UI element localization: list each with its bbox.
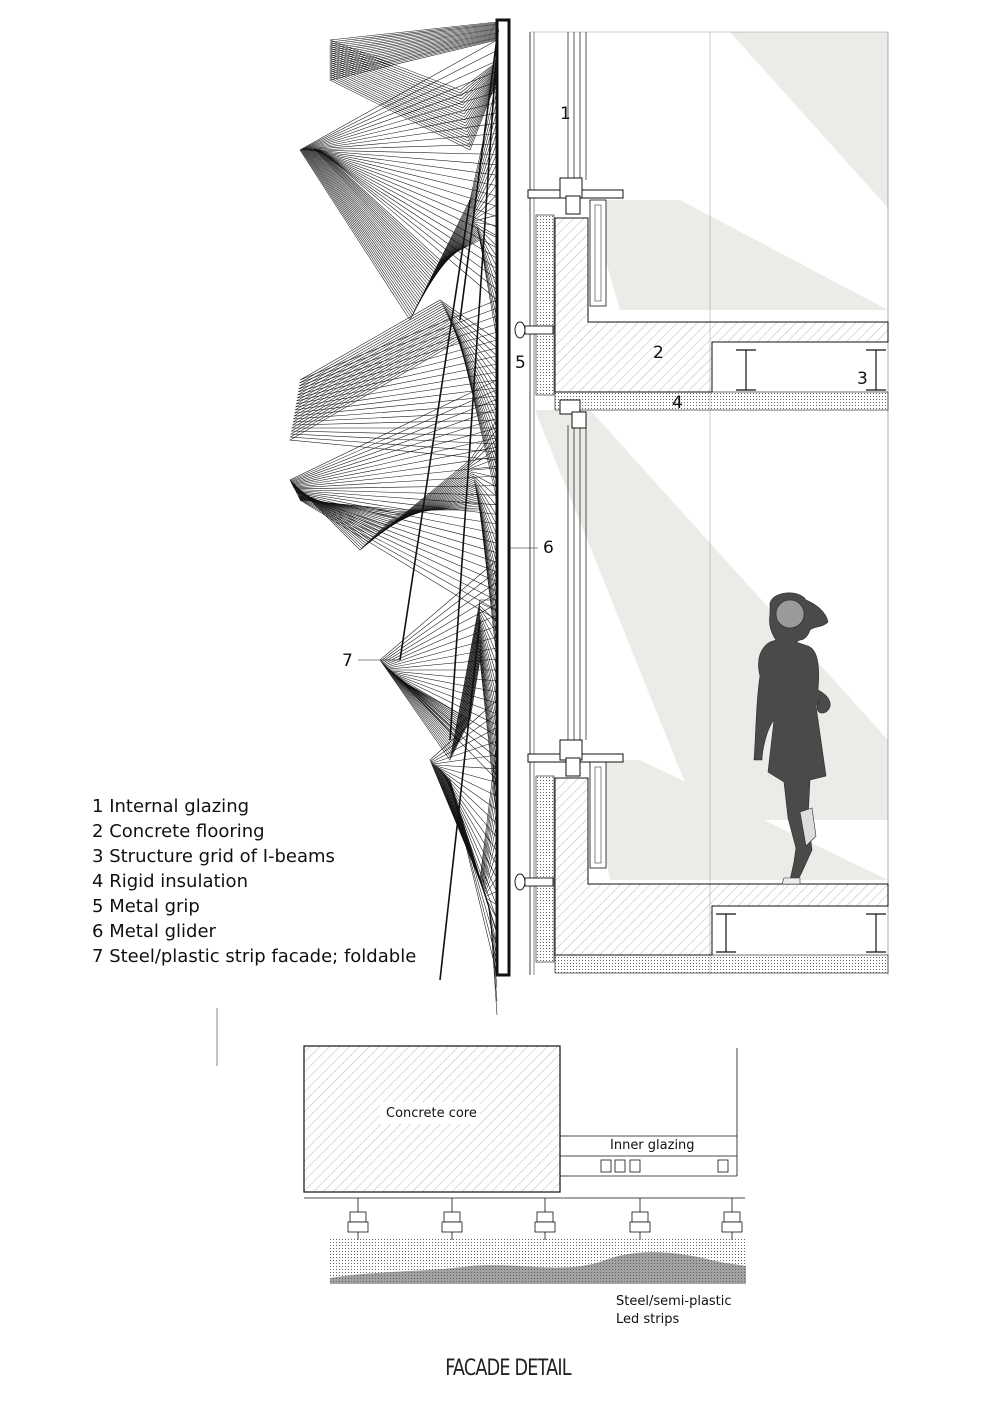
legend-item: 2 Concrete flooring (92, 821, 265, 842)
inner-glazing-label: Inner glazing (610, 1138, 695, 1153)
mesh-strip (292, 428, 497, 542)
mesh-strip (297, 312, 497, 398)
mesh-strip (291, 336, 497, 484)
legend-item: 7 Steel/plastic strip facade; foldable (92, 946, 417, 967)
plan-metal-grips (348, 1198, 742, 1240)
legend-item: 3 Structure grid of I-beams (92, 846, 335, 867)
plan-grip (442, 1198, 462, 1240)
mesh-strip (330, 25, 497, 99)
mesh-strip (316, 150, 497, 288)
callout-2: 2 (653, 343, 664, 363)
mesh-fold-line (440, 620, 480, 980)
core-label: Concrete core (386, 1106, 477, 1121)
plan-grip (722, 1198, 742, 1240)
mesh-strip (330, 36, 497, 136)
callout-7: 7 (342, 651, 353, 671)
strips-label-line1: Steel/semi-plastic (616, 1294, 732, 1309)
mesh-strip (382, 582, 497, 756)
callout-3: 3 (857, 369, 868, 389)
callout-4: 4 (672, 393, 683, 413)
callout-1: 1 (560, 104, 571, 124)
drawing-title: FACADE DETAIL (445, 1356, 571, 1381)
legend (92, 794, 416, 969)
callout-5: 5 (515, 353, 526, 373)
strips-label-line2: Led strips (616, 1312, 680, 1327)
inner-glazing-plan (560, 1048, 737, 1176)
callout-6: 6 (543, 538, 554, 558)
plan-grip (630, 1198, 650, 1240)
facade-plan (217, 1008, 746, 1327)
legend-item: 1 Internal glazing (92, 796, 250, 817)
legend-item: 5 Metal grip (92, 896, 200, 917)
i-beams-lower (716, 914, 886, 952)
legend-item: 6 Metal glider (92, 921, 216, 942)
plan-grip (348, 1198, 368, 1240)
legend-item: 4 Rigid insulation (92, 871, 248, 892)
mesh-strip (292, 418, 497, 543)
mesh-strip (294, 324, 497, 436)
mesh-fold-line (460, 30, 498, 320)
mesh-strip (298, 310, 498, 395)
light-shading (535, 32, 888, 880)
plan-grip (535, 1198, 555, 1240)
